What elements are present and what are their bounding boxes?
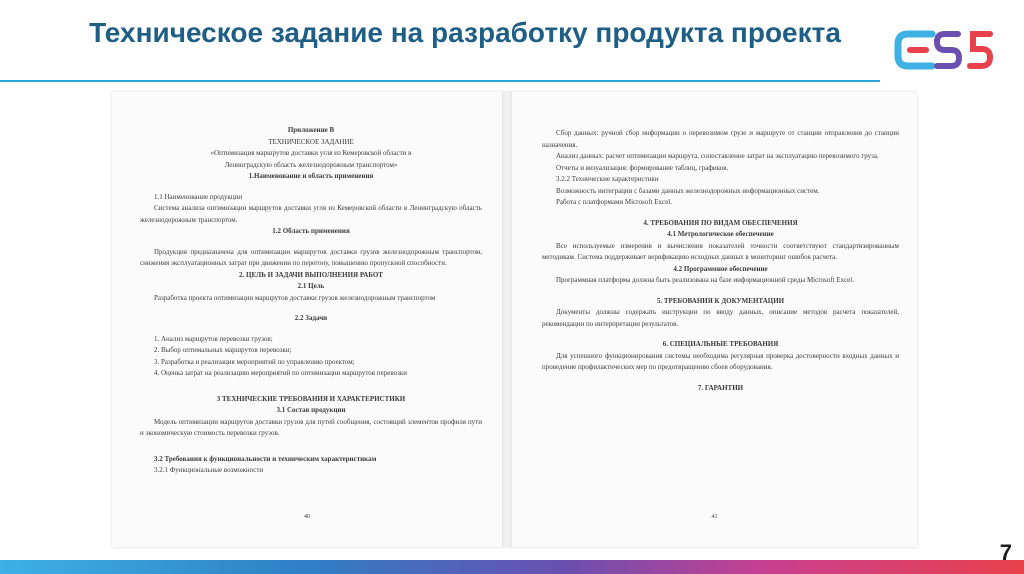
section-heading: 5. ТРЕБОВАНИЯ К ДОКУМЕНТАЦИИ (656, 296, 785, 305)
subsection-heading: 2.2 Задачи (294, 314, 328, 322)
section-heading: 7. ГАРАНТИИ (697, 383, 744, 392)
paragraph: Разработка проекта оптимизации маршрутов доставки грузов железнодорожным транспортом (154, 293, 436, 302)
paragraph: Система анализа оптимизации маршрутов доставки угля из Кемеровской области в Ленинградскую область железнодорожным транспортом. (140, 204, 482, 224)
page-gutter (502, 92, 512, 547)
subsection-heading: 4.1 Метрологическое обеспечение (667, 230, 774, 238)
section-heading: 3 ТЕХНИЧЕСКИЕ ТРЕБОВАНИЯ И ХАРАКТЕРИСТИКИ (216, 394, 406, 403)
doc-type: ТЕХНИЧЕСКОЕ ЗАДАНИЕ (268, 137, 354, 146)
paragraph: Продукция предназначена для оптимизации маршрутов доставки грузов железнодорожным транспортом, снижения эксплуатационных затрат при движении по перегону, повышению пропускной способности. (140, 247, 482, 267)
paragraph: Анализ данных: расчет оптимизации маршрута, сопоставление затрат на эксплуатацию перевозимого груза. (556, 152, 879, 160)
section-heading: 1.Наименование и область применения (248, 172, 374, 180)
subsection-heading: 3.2 Требования к функциональности и техническим характеристикам (154, 454, 377, 463)
list-item: 1. Анализ маршрутов перевозки грузов; (154, 334, 273, 343)
subsection-heading: 2.1 Цель (297, 282, 325, 290)
logo-s-mark (937, 34, 959, 66)
paragraph: Сбор данных: ручной сбор информации о перевозимом грузе и маршруте от станции отправления до станции назначения. (542, 129, 899, 149)
company-logo (892, 26, 996, 74)
title-divider (0, 80, 880, 82)
document-page-left (112, 92, 502, 547)
paragraph: Программная платформа должна быть реализована на базе информационной среды Microsoft Excel. (556, 276, 854, 284)
appendix-heading: Приложение В (287, 126, 335, 134)
document-spread (112, 92, 917, 547)
subsection-heading: 3.2.2 Технические характеристики (556, 175, 659, 183)
page-number: 40 (304, 513, 310, 520)
footer-color-bar (0, 560, 1024, 574)
list-item: 4. Оценка затрат на реализацию мероприятий по оптимизации маршрутов перевозки (154, 369, 407, 377)
paragraph: Отчеты и визуализация: формирование таблиц, графиков. (556, 163, 729, 172)
section-heading: 6. СПЕЦИАЛЬНЫЕ ТРЕБОВАНИЯ (662, 340, 779, 348)
list-item: 2. Выбор оптимальных маршрутов перевозки; (154, 346, 292, 354)
paragraph: Все используемые измерения и вычисления показателей точности соответствуют стандартизированным методикам. Система поддерживает верификацию исходных данных в мониторинг ошибок расчета. (542, 241, 899, 261)
slide-title: Техническое задание на разработку продукта проекта (89, 17, 841, 48)
doc-subject-line: Ленинградскую область железнодорожным транспортом» (224, 160, 398, 169)
paragraph: Модель оптимизации маршрутов доставки грузов для путей сообщения, состоящий элементов профиля пути и экономическую стоимость перевозки грузов. (140, 417, 482, 437)
slide-number: 7 (999, 540, 1012, 565)
paragraph: Работа с платформами Microsoft Excel. (556, 198, 672, 206)
paragraph: Возможность интеграции с базами данных железнодорожных информационных систем. (556, 186, 820, 195)
subsection-heading: 3.1 Состав продукции (276, 406, 346, 414)
subsection-heading: 3.2.1 Функциональные возможности (154, 466, 264, 474)
list-item: 3. Разработка и реализация мероприятий по управлению проектом; (154, 357, 355, 366)
section-heading: 4. ТРЕБОВАНИЯ ПО ВИДАМ ОБЕСПЕЧЕНИЯ (643, 218, 798, 227)
logo-5-mark (970, 34, 990, 66)
subsection-heading: 1.2 Область применения (272, 227, 350, 235)
paragraph: Документы должны содержать инструкции по вводу данных, описание методов расчета показателей, рекомендации по интерпретации результатов. (542, 308, 899, 328)
paragraph: Для успешного функционирования системы необходима регулярная проверка достоверности входных данных и проведение профилактических мер по предотвращению сбоев оборудования. (542, 351, 899, 371)
subsection-heading: 4.2 Программное обеспечение (673, 264, 768, 273)
subsection-heading: 1.1 Наименование продукции (154, 192, 243, 201)
page-number: 41 (711, 513, 718, 520)
doc-subject-line: «Оптимизация маршрутов доставки угля из Кемеровской области в (210, 149, 412, 157)
section-heading: 2. ЦЕЛЬ И ЗАДАЧИ ВЫПОЛНЕНИЯ РАБОТ (239, 270, 383, 279)
document-page-right (512, 92, 917, 547)
